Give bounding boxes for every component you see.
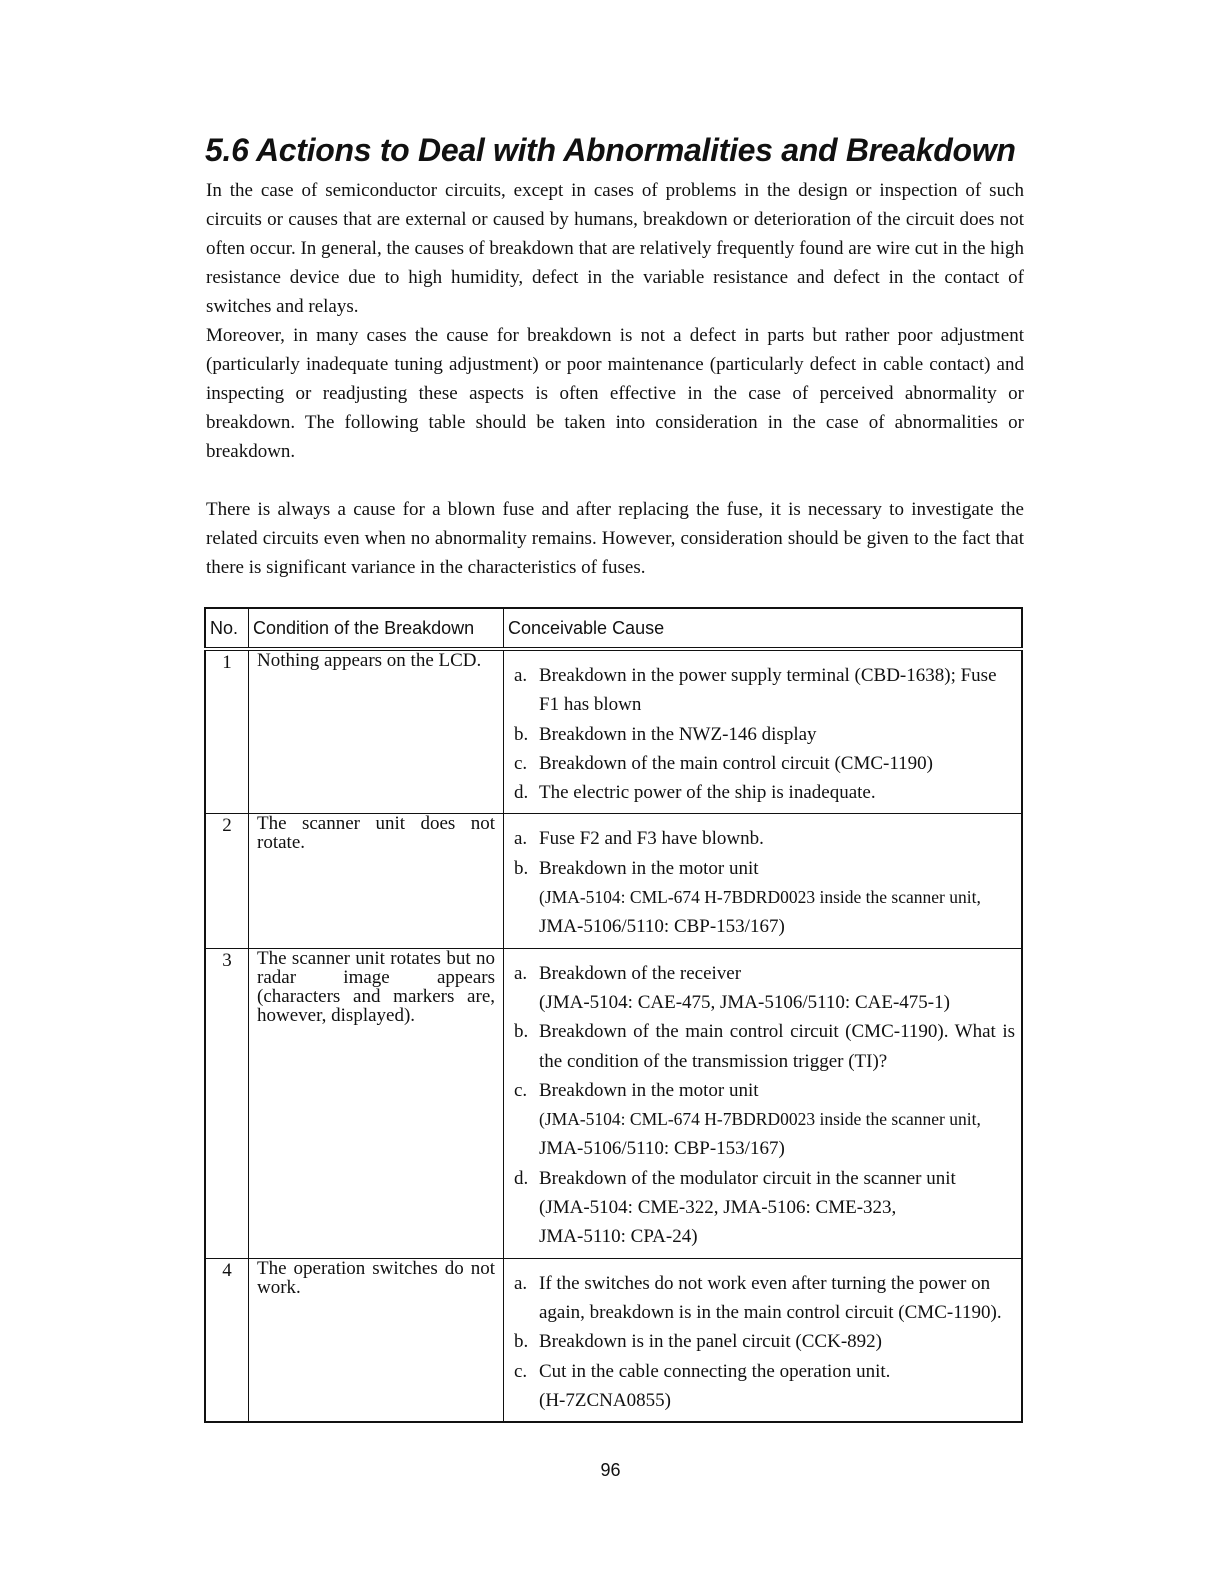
row-causes	[504, 649, 1023, 814]
row-causes	[504, 948, 1023, 1258]
cause-item: b. Breakdown is in the panel circuit (CCK-892)	[514, 1331, 882, 1353]
troubleshooting-table	[204, 607, 1023, 1423]
row-condition: The scanner unit does not rotate.	[249, 814, 504, 948]
cause-item: d. The electric power of the ship is inadequate.	[514, 782, 876, 804]
cause-item: d. Breakdown of the modulator circuit in the scanner unit (JMA-5104: CME-322, JMA-5106: CME-323, JMA-5110: CPA-24)	[514, 1167, 956, 1248]
cause-item: a. Breakdown of the receiver (JMA-5104: CAE-475, JMA-5106/5110: CAE-475-1)	[514, 962, 950, 1013]
row-causes	[504, 814, 1023, 948]
row-number: 1	[205, 649, 249, 814]
cause-item: a. Fuse F2 and F3 have blownb.	[514, 828, 764, 850]
row-condition: The operation switches do not work.	[249, 1258, 504, 1422]
cause-item: c. Breakdown of the main control circuit (CMC-1190)	[514, 752, 933, 774]
header-cause: Conceivable Cause	[504, 608, 1023, 649]
cause-item: a. If the switches do not work even after turning the power on again, breakdown is in the main control circuit (CMC-1190).	[514, 1272, 1002, 1323]
row-number: 4	[205, 1258, 249, 1422]
section-title: 5.6 Actions to Deal with Abnormalities and Breakdown	[205, 132, 1016, 168]
row-causes	[504, 1258, 1023, 1422]
table-row	[205, 1258, 1022, 1422]
table-row	[205, 814, 1022, 948]
cause-item: c. Breakdown in the motor unit (JMA-5104: CML-674 H-7BDRD0023 inside the scanner unit, JMA-5106/5110: CBP-153/167)	[514, 1079, 981, 1160]
paragraph-intro: In the case of semiconductor circuits, except in cases of problems in the design or inspection of such circuits or causes that are external or caused by humans, breakdown or deterioration of the circuit does not often occur. In general, the causes of breakdown that are relatively frequently found are wire cut in the high resistance device due to high humidity, defect in the variable resistance and defect in the contact of switches and relays.	[206, 180, 1024, 317]
cause-item: b. Breakdown in the motor unit (JMA-5104: CML-674 H-7BDRD0023 inside the scanner unit, JMA-5106/5110: CBP-153/167)	[514, 857, 981, 938]
cause-item: c. Cut in the cable connecting the operation unit. (H-7ZCNA0855)	[514, 1360, 891, 1411]
header-condition: Condition of the Breakdown	[249, 608, 504, 649]
table-row	[205, 649, 1022, 814]
table-row	[205, 948, 1022, 1258]
row-condition: The scanner unit rotates but no radar image appears (characters and markers are, however, displayed).	[249, 948, 504, 1258]
row-number: 2	[205, 814, 249, 948]
cause-item: a. Breakdown in the power supply terminal (CBD-1638); Fuse F1 has blown	[514, 665, 997, 716]
cause-item: b. Breakdown of the main control circuit (CMC-1190). What is the condition of the transmission trigger (TI)?	[514, 1021, 1015, 1072]
header-no: No.	[205, 608, 249, 649]
page-number: 96	[600, 1460, 621, 1480]
cause-item: b. Breakdown in the NWZ-146 display	[514, 723, 817, 745]
row-condition: Nothing appears on the LCD.	[249, 649, 504, 814]
paragraph-adjustment: Moreover, in many cases the cause for breakdown is not a defect in parts but rather poor adjustment (particularly inadequate tuning adjustment) or poor maintenance (particularly defect in cable contact) and inspecting or readjusting these aspects is often effective in the case of perceived abnormality or breakdown. The following table should be taken into consideration in the case of abnormalities or breakdown.	[206, 325, 1024, 462]
row-number: 3	[205, 948, 249, 1258]
table-header-row	[205, 608, 1022, 649]
paragraph-fuse: There is always a cause for a blown fuse and after replacing the fuse, it is necessary to investigate the related circuits even when no abnormality remains. However, consideration should be given to the fact that there is significant variance in the characteristics of fuses.	[206, 499, 1024, 578]
